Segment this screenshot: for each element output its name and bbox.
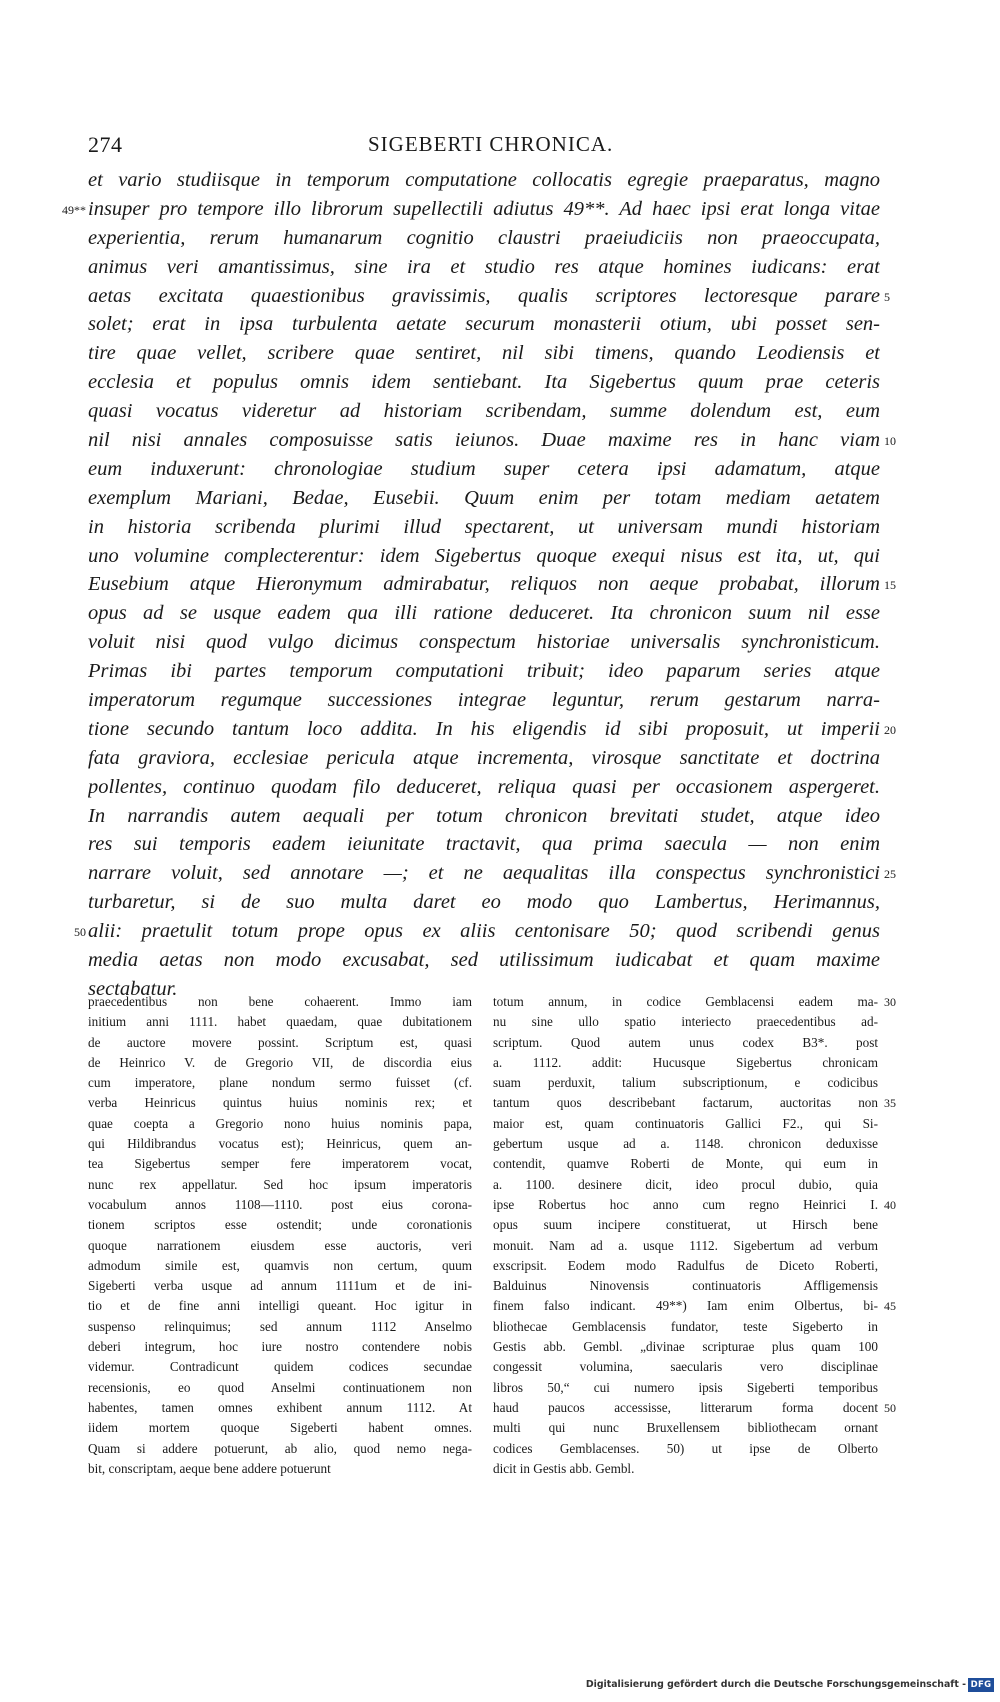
footnote-left-column-text: praecedentibus non bene cohaerent. Immo iam [88,994,472,1009]
footnote-line-number: 35 [884,1096,896,1111]
footnote-left-column-text: iidem mortem quoque Sigeberti habent omnes. [88,1420,472,1436]
footnote-left-column-text: verba Heinricus quintus huius nominis rex; et [88,1095,472,1111]
main-text-line-content: animus veri amantissimus, sine ira et studio res atque homines iudicans: erat [88,255,880,278]
footnote-left-column-text: de auctore movere possint. Scriptum est, quasi [88,1034,472,1050]
margin-note-marker: 49** [62,202,86,217]
footnote-left-column-text: tea Sigebertus semper fere imperatorem vocat, [88,1156,472,1172]
footnote-left-column-text: vocabulum annos 1108—1110. post eius corona- [88,1196,472,1212]
main-text-line-content: Primas ibi partes temporum computationi tribuit; ideo paparum series atque [88,660,880,683]
page-number: 274 [88,132,123,157]
footnote-line [0,1439,1000,1459]
footnote-right-column-text: totum annum, in codice Gemblacensi eadem ma- [493,994,878,1009]
footnote-line [0,1337,1000,1357]
footnote-left-column-text: deberi integrum, hoc iure nostro contendere nobis [88,1339,472,1355]
main-text-line-content: turbaretur, si de suo multa daret eo modo quo Lambertus, Herimannus, [88,891,880,914]
main-text-line [0,657,1000,686]
main-text-line [0,455,1000,484]
footnote-line [0,1154,1000,1174]
footnote-line [0,1195,1000,1215]
main-text-line [0,744,1000,773]
footnote-line [0,1073,1000,1093]
footnote-left-column-text: Sigeberti verba usque ad annum 1111um et de ini- [88,1278,472,1294]
footnote-left-column-text: recensionis, eo quod Anselmi continuationem non [88,1379,472,1395]
main-text-line-content: fata graviora, ecclesiae pericula atque incrementa, virosque sanctitate et doctrina [88,746,880,769]
main-text-line-content: sectabatur. [88,977,178,1000]
line-number: 25 [884,867,896,882]
footnote-line [0,1093,1000,1113]
main-text-line [0,859,1000,888]
footnote-right-column-text: tantum quos describebant factarum, auctoritas non [493,1095,878,1111]
main-text-line-content: insuper pro tempore illo librorum supellectili adiutus 49**. Ad haec ipsi erat longa vitae [88,197,880,220]
main-text-line [0,715,1000,744]
main-text-line [0,830,1000,859]
main-text-line-content: narrare voluit, sed annotare —; et ne aequalitas illa conspectus synchronistici [88,862,880,885]
footnote-line [0,1357,1000,1377]
footnote-line [0,1378,1000,1398]
main-text-line [0,570,1000,599]
main-text-line-content: et vario studiisque in temporum computatione collocatis egregie praeparatus, magno [88,169,880,191]
footnote-left-column-text: quoque narrationem eiusdem esse auctoris, veri [88,1237,472,1253]
footnote-right-column-text: haud paucos accessisse, litterarum forma docent [493,1399,878,1415]
footnotes-block [0,992,1000,1479]
main-text-line-content: in historia scribenda plurimi illud spectarent, ut universam mundi historiam [88,515,880,538]
line-number: 10 [884,434,896,449]
main-text-line-content: eum induxerunt: chronologiae studium super cetera ipsi adamatum, atque [88,457,880,480]
footnote-line [0,992,1000,1012]
footnote-right-column-text: exscripsit. Eodem modo Radulfus de Diceto Roberti, [493,1257,878,1273]
main-text-line [0,253,1000,282]
main-text-line [0,224,1000,253]
footnote-right-column-text: scriptum. Quod autem unus codex B3*. post [493,1034,878,1050]
main-text-line-content: media aetas non modo excusabat, sed utilissimum iudicabat et quam maxime [88,949,880,972]
footnote-left-column-text: suspenso relinquimus; sed annum 1112 Anselmo [88,1318,472,1334]
main-text-line [0,542,1000,571]
main-text-line [0,368,1000,397]
main-text-line-content: nil nisi annales composuisse satis ieiunos. Duae maxime res in hanc viam [88,429,880,452]
main-text-line [0,339,1000,368]
footnote-line [0,1053,1000,1073]
footnote-line-number: 45 [884,1299,896,1314]
footnote-left-column-text: admodum simile est, quamvis non certum, quum [88,1257,472,1273]
main-text-line-content: pollentes, continuo quodam filo deduceret, reliqua quasi per occasionem aspergeret. [88,775,880,798]
main-text-line-content: uno volumine complecterentur: idem Sigebertus quoque exequi nisus est ita, ut, qui [88,544,880,567]
footnote-line-number: 40 [884,1197,896,1212]
footnote-right-column-text: bliothecae Gemblacensis fundator, teste Sigeberto in [493,1318,878,1334]
footnote-line [0,1296,1000,1316]
main-text-line [0,686,1000,715]
footnote-right-column-text: libros 50,“ cui numero ipsis Sigeberti temporibus [493,1379,878,1395]
main-text-line-content: ecclesia et populus omnis idem sentiebant. Ita Sigebertus quum prae ceteris [88,371,880,394]
footnote-left-column-text: cum imperatore, plane nondum sermo fuisset (cf. [88,1075,472,1091]
footnote-line-number: 30 [884,995,896,1009]
main-text-line-content: experientia, rerum humanarum cognitio claustri praeiudiciis non praeoccupata, [88,226,880,249]
footnote-left-column-text: nunc rex appellatur. Sed hoc ipsum imperatoris [88,1176,472,1192]
footnote-right-column-text: a. 1112. addit: Hucusque Sigebertus chronicam [493,1054,878,1070]
footnote-left-column-text: bit, conscriptam, aeque bene addere potuerunt [88,1460,331,1476]
footnote-left-column-text: qui Hildibrandus vocatus est); Heinricus, quem an- [88,1136,472,1152]
footnote-right-column-text: codices Gemblacenses. 50) ut ipse de Olberto [493,1440,878,1456]
line-number: 5 [884,289,890,304]
footnote-left-column-text: initium anni 1111. habet quaedam, quae dubitationem [88,1014,472,1030]
footnote-right-column-text: dicit in Gestis abb. Gembl. [493,1460,635,1476]
main-text-block [0,166,1000,1004]
footnote-right-column-text: congessit volumina, saecularis vero disciplinae [493,1359,878,1375]
main-text-line-content: quasi vocatus videretur ad historiam scribendam, summe dolendum est, eum [88,400,880,423]
digitization-notice: Digitalisierung gefördert durch die Deutsche Forschungsgemeinschaft - [585,1679,966,1690]
main-text-line-content: tire quae vellet, scribere quae sentiret, nil sibi timens, quando Leodiensis et [88,342,880,365]
main-text-line-content: exemplum Mariani, Bedae, Eusebii. Quum enim per totam mediam aetatem [88,486,880,509]
main-text-line [0,888,1000,917]
footnote-right-column-text: opus suum incipere constituerat, ut Hirsch bene [493,1217,878,1233]
main-text-line [0,599,1000,628]
main-text-line [0,773,1000,802]
footnote-right-column-text: ipse Robertus hoc anno cum regno Heinrici I. [493,1196,878,1212]
footnote-line [0,1398,1000,1418]
footnote-left-column-text: de Heinrico V. de Gregorio VII, de discordia eius [88,1054,472,1070]
main-text-line [0,310,1000,339]
main-text-line [0,917,1000,946]
footnote-left-column-text: habentes, tamen omnes exhibent annum 1112. At [88,1399,472,1415]
footnote-line [0,1317,1000,1337]
footnote-left-column-text: videmur. Contradicunt quidem codices secundae [88,1359,472,1375]
footnote-left-column-text: tionem scriptos esse ostendit; unde coronationis [88,1217,472,1233]
footnote-line [0,1215,1000,1235]
footnote-line [0,1134,1000,1154]
footnote-right-column-text: contendit, quamve Roberti de Monte, qui eum in [493,1156,878,1172]
footnote-right-column-text: maior est, quam continuatoris Gallici F2., qui Si- [493,1115,878,1131]
main-text-line-content: Eusebium atque Hieronymum admirabatur, reliquos non aeque probabat, illorum [88,573,880,596]
footnote-right-column-text: multi qui nunc Bruxellensem bibliothecam ornant [493,1420,878,1436]
line-number: 15 [884,578,896,593]
main-text-line-content: voluit nisi quod vulgo dicimus conspectum historiae universalis synchronisticum. [88,631,880,654]
main-text-line [0,195,1000,224]
main-text-line-content: imperatorum regumque successiones integrae leguntur, rerum gestarum narra- [88,689,880,712]
footnote-right-column-text: monuit. Nam ad a. usque 1112. Sigebertum ad verbum [493,1237,878,1253]
main-text-line-content: opus ad se usque eadem qua illi ratione deduceret. Ita chronicon suum nil esse [88,602,880,625]
main-text-line [0,513,1000,542]
line-number: 20 [884,722,896,737]
running-header [88,132,878,162]
main-text-line-content: solet; erat in ipsa turbulenta aetate securum monasterii otium, ubi posset sen- [88,313,880,336]
main-text-line-content: alii: praetulit totum prope opus ex aliis centonisare 50; quod scribendi genus [88,920,880,943]
footnote-line [0,1236,1000,1256]
main-text-line [0,426,1000,455]
footnote-line-number: 50 [884,1400,896,1415]
main-text-line-content: In narrandis autem aequali per totum chronicon brevitati studet, atque ideo [88,804,880,827]
footnote-line [0,1256,1000,1276]
footnote-line [0,1459,1000,1479]
main-text-line [0,802,1000,831]
footnote-line [0,1418,1000,1438]
digitization-footer [585,1676,996,1696]
main-text-line-content: aetas excitata quaestionibus gravissimis, qualis scriptores lectoresque parare [88,284,880,307]
footnote-right-column-text: a. 1100. desinere dicit, ideo procul dubio, quia [493,1176,878,1192]
main-text-line-content: tione secundo tantum loco addita. In his eligendis id sibi proposuit, ut imperii [88,717,880,740]
main-text-line [0,282,1000,311]
main-text-line [0,946,1000,975]
running-title: SIGEBERTI CHRONICA. [368,132,614,156]
footnote-right-column-text: finem falso indicant. 49**) Iam enim Olbertus, bi- [493,1298,878,1314]
footnote-left-column-text: Quam si addere potuerunt, ab alio, quod nemo nega- [88,1440,472,1456]
footnote-line [0,1114,1000,1134]
main-text-line-content: res sui temporis eadem ieiunitate tractavit, qua prima saecula — non enim [88,833,880,856]
margin-note-marker: 50 [74,925,86,940]
dfg-logo: DFG [968,1678,994,1692]
footnote-left-column-text: tio et de fine anni intelligi queant. Hoc igitur in [88,1298,472,1314]
main-text-line [0,628,1000,657]
main-text-line [0,166,1000,195]
main-text-line [0,484,1000,513]
main-text-line [0,397,1000,426]
footnote-line [0,1276,1000,1296]
footnote-right-column-text: Gestis abb. Gembl. „divinae scripturae plus quam 100 [493,1339,878,1355]
footnote-left-column-text: quae coepta a Gregorio nono huius nominis papa, [88,1115,472,1131]
footnote-right-column-text: nu sine ullo spatio interiecto praecedentibus ad- [493,1014,878,1030]
footnote-right-column-text: suam perduxit, talium subscriptionum, e codicibus [493,1075,878,1091]
footnote-line [0,1012,1000,1032]
footnote-right-column-text: Balduinus Ninovensis continuatoris Affligemensis [493,1278,878,1294]
footnote-line [0,1175,1000,1195]
footnote-line [0,1033,1000,1053]
footnote-right-column-text: gebertum usque ad a. 1148. chronicon deduxisse [493,1136,878,1152]
